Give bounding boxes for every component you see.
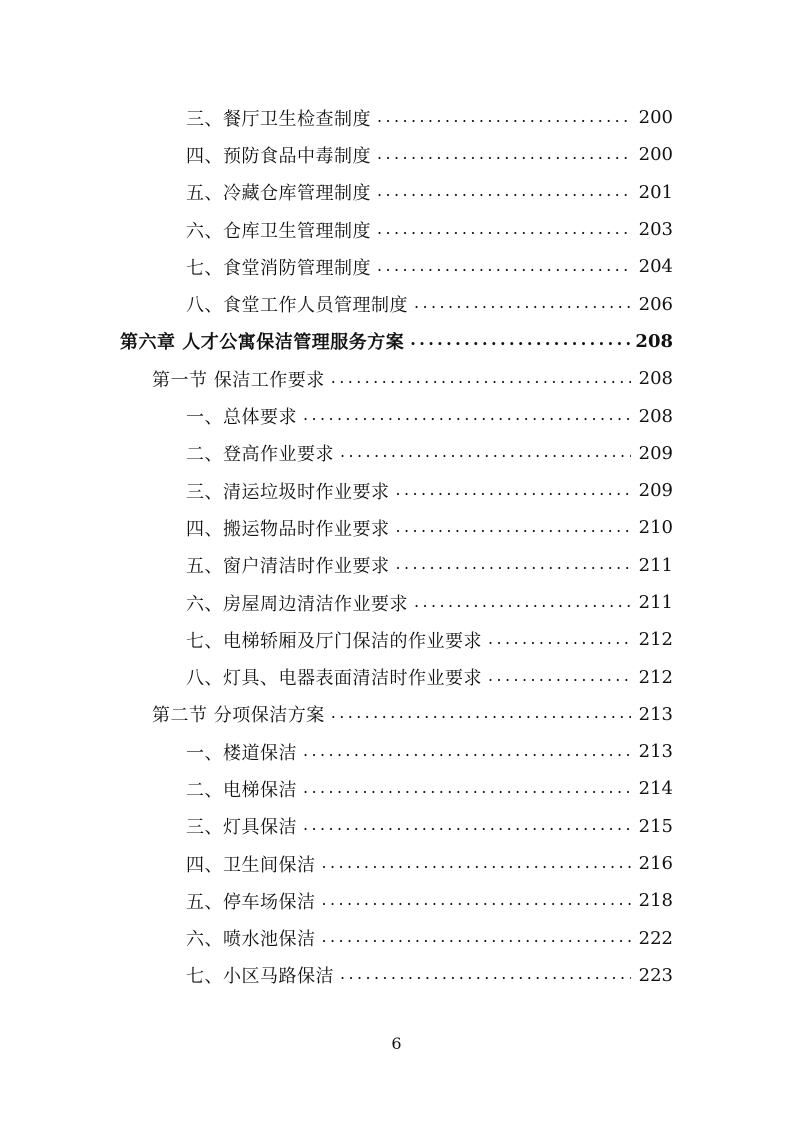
toc-entry-title: 七、电梯轿厢及厅门保洁的作业要求	[186, 630, 482, 652]
toc-entry[interactable]	[0, 174, 793, 211]
toc-entry[interactable]	[0, 547, 793, 584]
dot-leader	[303, 817, 631, 833]
dot-leader	[303, 407, 631, 423]
toc-entry-title: 三、清运垃圾时作业要求	[186, 481, 390, 503]
dot-leader	[340, 444, 631, 460]
toc-entry[interactable]	[0, 733, 793, 770]
dot-leader	[377, 109, 631, 125]
toc-entry-page: 222	[638, 927, 673, 949]
dot-leader	[414, 594, 631, 610]
toc-entry-title: 六、喷水池保洁	[186, 929, 316, 951]
toc-entry-title: 八、食堂工作人员管理制度	[186, 295, 408, 317]
toc-entry-page: 203	[638, 219, 673, 241]
toc-entry-title: 三、灯具保洁	[186, 817, 297, 839]
toc-entry-title: 四、预防食品中毒制度	[186, 145, 371, 167]
toc-entry[interactable]	[0, 621, 793, 658]
toc-entry[interactable]	[0, 584, 793, 621]
toc-entry-page: 215	[638, 815, 673, 837]
toc-entry-page: 204	[638, 256, 673, 278]
toc-entry-page: 201	[638, 181, 673, 203]
toc-entry-title: 六、仓库卫生管理制度	[186, 220, 371, 242]
toc-entry-page: 212	[638, 629, 673, 651]
toc-entry-page: 213	[638, 703, 673, 725]
dot-leader	[331, 705, 631, 721]
dot-leader	[322, 855, 632, 871]
dot-leader	[414, 295, 631, 311]
table-of-contents	[0, 99, 793, 994]
toc-entry-page: 212	[638, 666, 673, 688]
toc-entry-page: 223	[638, 964, 673, 986]
toc-entry[interactable]	[0, 360, 793, 397]
toc-entry-page: 209	[638, 442, 673, 464]
dot-leader	[396, 556, 632, 572]
toc-entry[interactable]	[0, 472, 793, 509]
toc-entry-title: 五、停车场保洁	[186, 891, 316, 913]
toc-entry[interactable]	[0, 808, 793, 845]
dot-leader	[377, 221, 631, 237]
toc-entry-page: 208	[635, 330, 673, 352]
dot-leader	[340, 966, 631, 982]
toc-entry[interactable]	[0, 99, 793, 136]
toc-entry-title: 第六章 人才公寓保洁管理服务方案	[120, 332, 405, 354]
dot-leader	[322, 892, 632, 908]
page-number: 6	[391, 1034, 402, 1053]
toc-entry-title: 五、冷藏仓库管理制度	[186, 183, 371, 205]
toc-entry-page: 214	[638, 778, 673, 800]
toc-entry-title: 三、餐厅卫生检查制度	[186, 108, 371, 130]
toc-entry-title: 二、电梯保洁	[186, 779, 297, 801]
toc-entry[interactable]	[0, 770, 793, 807]
toc-entry[interactable]	[0, 696, 793, 733]
dot-leader	[377, 146, 631, 162]
toc-entry-page: 206	[638, 293, 673, 315]
toc-entry-title: 四、搬运物品时作业要求	[186, 518, 390, 540]
toc-entry-title: 六、房屋周边清洁作业要求	[186, 593, 408, 615]
dot-leader	[396, 519, 632, 535]
toc-entry[interactable]	[0, 509, 793, 546]
toc-entry[interactable]	[0, 957, 793, 994]
toc-entry-page: 213	[638, 741, 673, 763]
toc-entry[interactable]	[0, 248, 793, 285]
toc-entry-title: 七、小区马路保洁	[186, 966, 334, 988]
dot-leader	[322, 929, 632, 945]
dot-leader	[410, 332, 631, 348]
toc-entry-page: 216	[638, 853, 673, 875]
toc-entry[interactable]	[0, 658, 793, 695]
toc-entry-page: 211	[638, 554, 673, 576]
dot-leader	[377, 183, 631, 199]
toc-entry[interactable]	[0, 882, 793, 919]
toc-entry-page: 211	[638, 592, 673, 613]
toc-entry[interactable]	[0, 920, 793, 957]
toc-entry-title: 五、窗户清洁时作业要求	[186, 556, 390, 578]
toc-entry[interactable]	[0, 211, 793, 248]
toc-entry-page: 208	[638, 368, 673, 390]
dot-leader	[488, 631, 631, 647]
toc-entry-title: 第二节 分项保洁方案	[152, 705, 325, 727]
dot-leader	[303, 780, 631, 796]
toc-entry-title: 四、卫生间保洁	[186, 854, 316, 876]
toc-entry-title: 七、食堂消防管理制度	[186, 257, 371, 279]
toc-entry-title: 一、总体要求	[186, 407, 297, 429]
toc-entry-page: 209	[638, 480, 673, 502]
toc-entry[interactable]	[0, 845, 793, 882]
toc-entry-page: 210	[638, 517, 673, 539]
toc-entry[interactable]	[0, 285, 793, 322]
toc-entry-title: 一、楼道保洁	[186, 742, 297, 764]
toc-entry-page: 200	[638, 144, 673, 166]
dot-leader	[331, 370, 631, 386]
toc-entry[interactable]	[0, 136, 793, 173]
dot-leader	[488, 668, 631, 684]
dot-leader	[303, 743, 631, 759]
dot-leader	[377, 258, 631, 274]
toc-entry[interactable]	[0, 397, 793, 434]
toc-entry-page: 200	[638, 107, 673, 129]
toc-entry-page: 208	[638, 405, 673, 427]
toc-entry[interactable]	[0, 435, 793, 472]
dot-leader	[396, 482, 632, 498]
toc-entry-title: 八、灯具、电器表面清洁时作业要求	[186, 668, 482, 690]
toc-entry-title: 第一节 保洁工作要求	[152, 369, 325, 391]
toc-entry[interactable]	[0, 323, 793, 360]
toc-entry-page: 218	[638, 890, 673, 912]
toc-entry-title: 二、登高作业要求	[186, 444, 334, 466]
